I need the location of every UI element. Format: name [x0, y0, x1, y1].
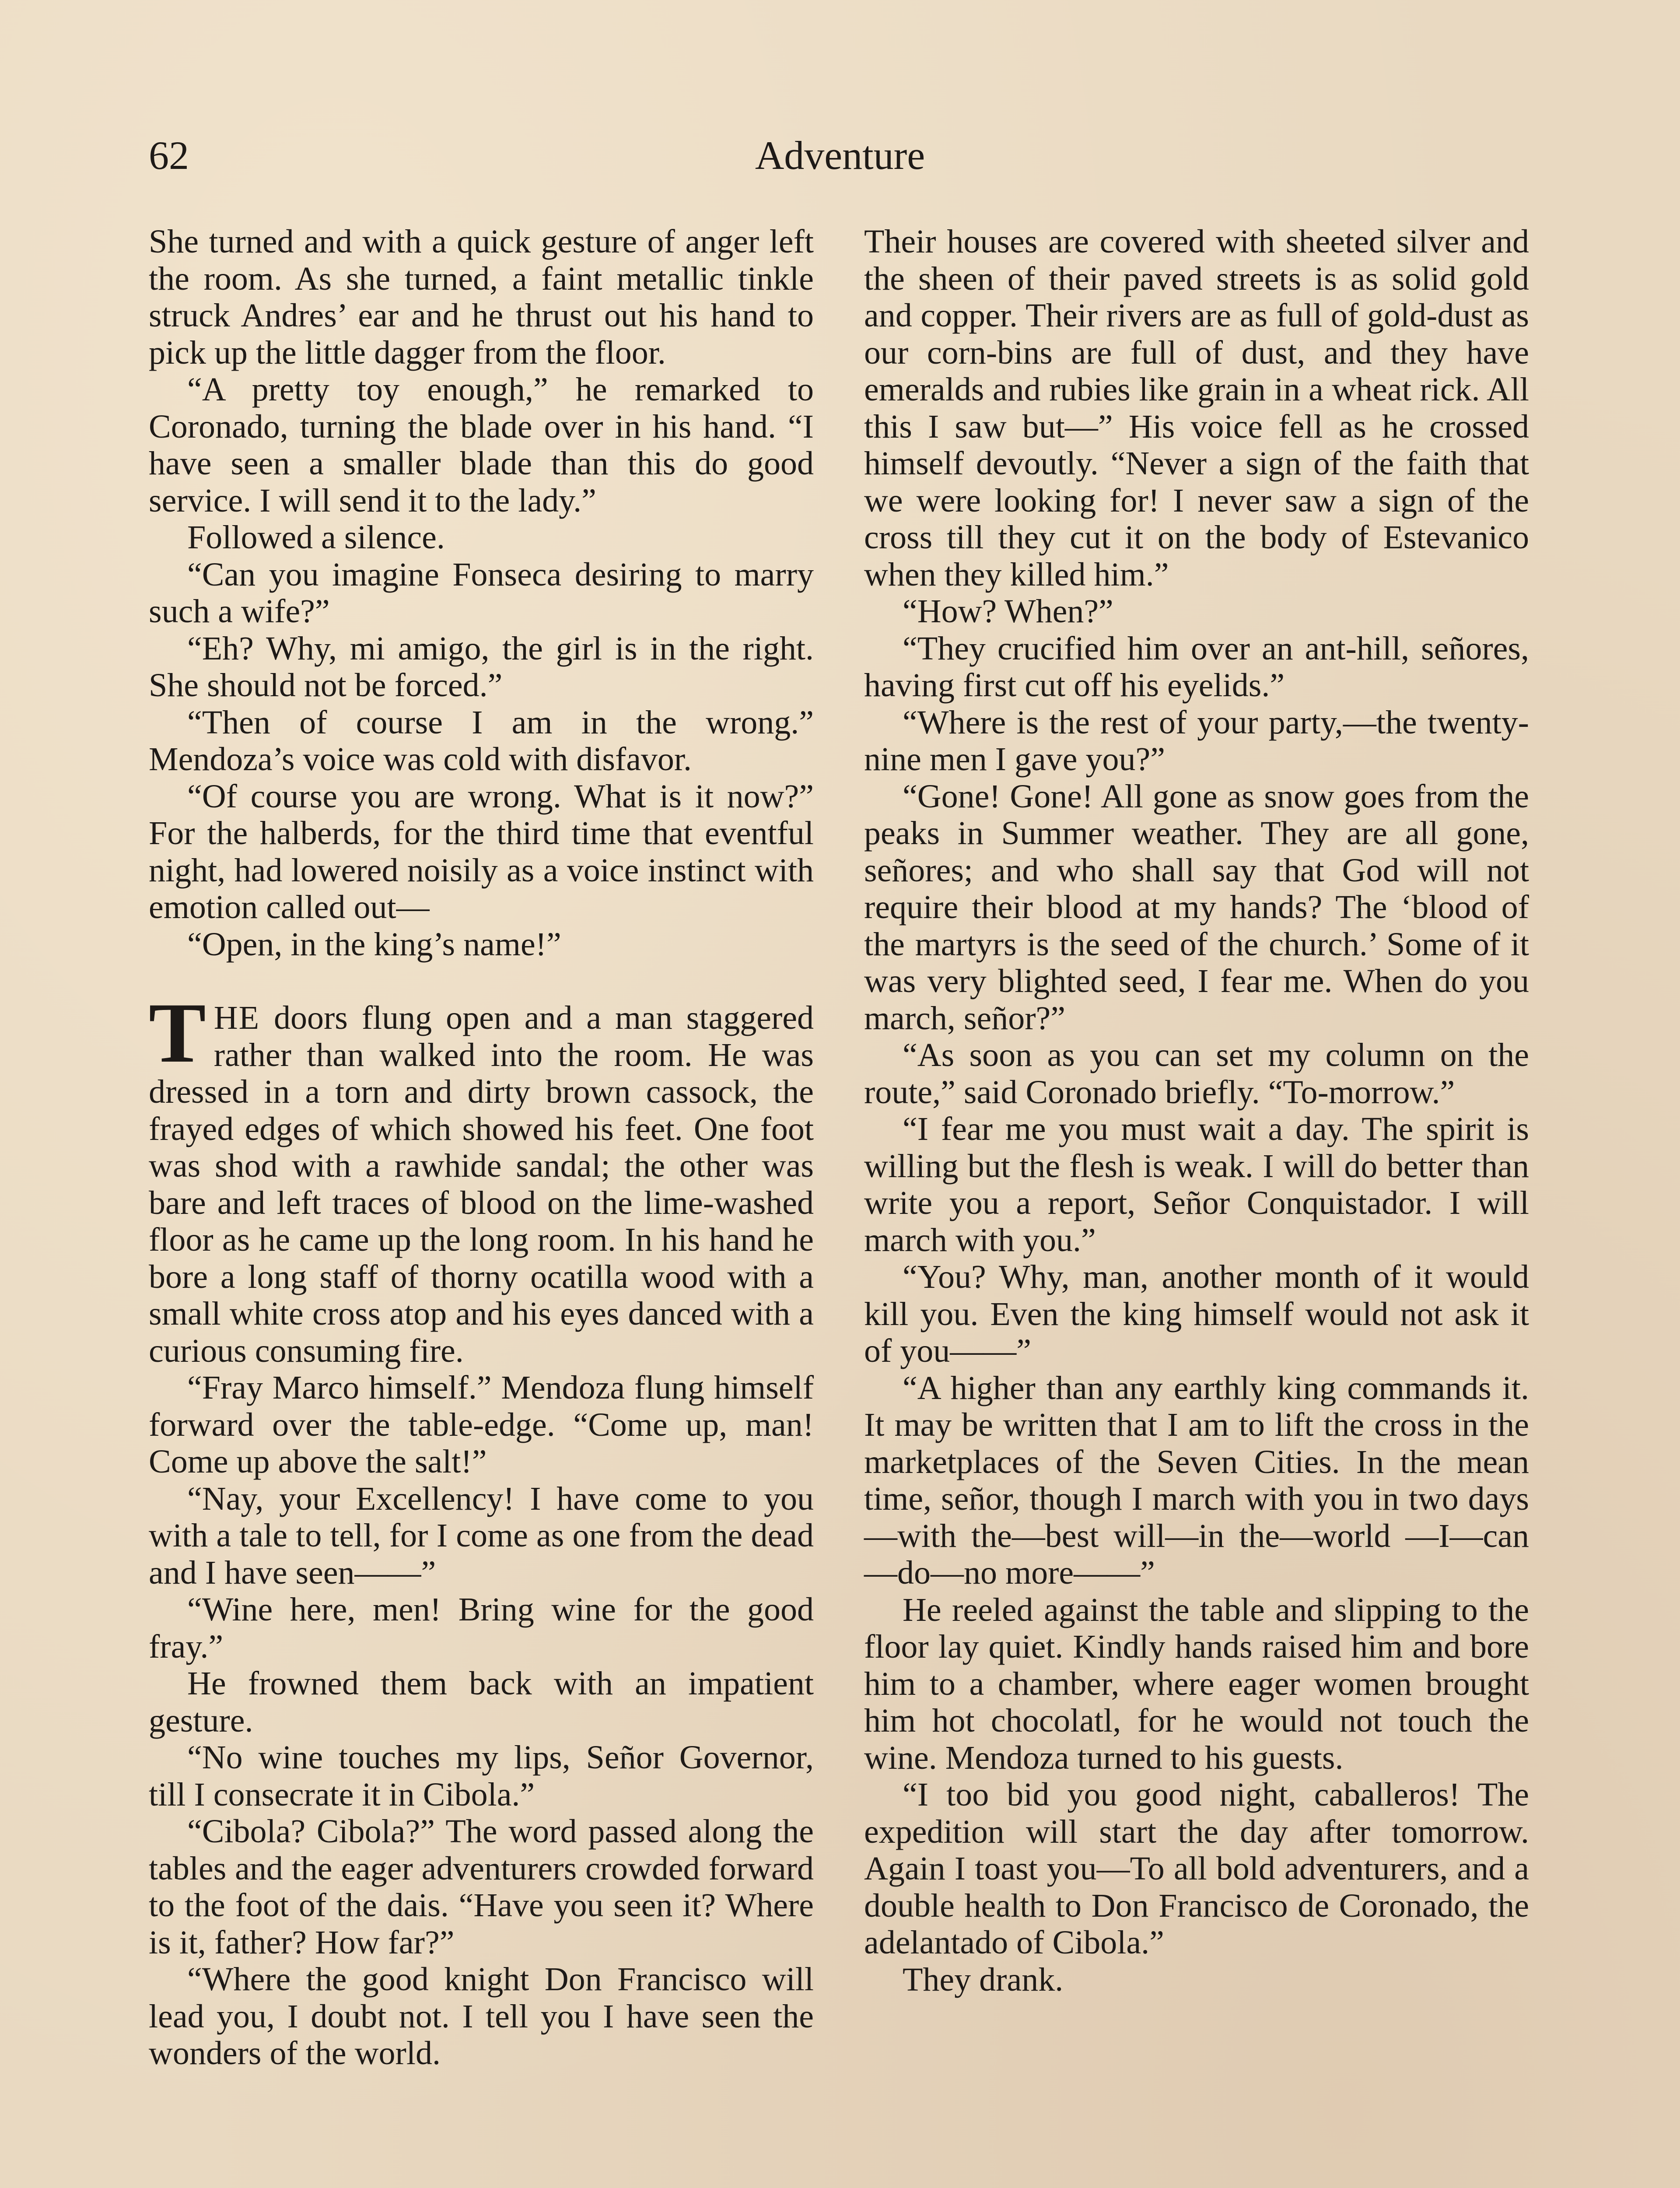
paragraph: “I too bid you good night, caballeros! The expedition will start the day after tomorrow. Again I toast you—To all bold adventurers, and a double health to Don Francisco de Coronado, the adelantado of Cibola.”	[864, 1776, 1529, 1961]
paragraph: “Where is the rest of your party,—the twenty-nine men I gave you?”	[864, 704, 1529, 778]
left-column	[149, 223, 814, 2072]
drop-cap: T	[149, 985, 206, 1080]
paragraph: “Can you imagine Fonseca desiring to marry such a wife?”	[149, 556, 814, 630]
paragraph: “A higher than any earthly king commands it. It may be written that I am to lift the cross in the marketplaces of the Seven Cities. In the mean time, señor, though I march with you in two days—with the—best will—in the—world —I—can—do—no more——”	[864, 1369, 1529, 1591]
paragraph: “Where the good knight Don Francisco will lead you, I doubt not. I tell you I have seen the wonders of the world.	[149, 1961, 814, 2072]
section-opening-paragraph	[149, 985, 814, 1369]
small-caps-lead: HE	[214, 999, 260, 1036]
page-header	[149, 127, 1531, 184]
paragraph: “Nay, your Excellency! I have come to you with a tale to tell, for I come as one from the dead and I have seen——”	[149, 1480, 814, 1591]
paragraph: “Cibola? Cibola?” The word passed along the tables and the eager adventurers crowded forward to the foot of the dais. “Have you seen it? Where is it, father? How far?”	[149, 1813, 814, 1961]
paragraph: “Fray Marco himself.” Mendoza flung himself forward over the table-edge. “Come up, man! Come up above the salt!”	[149, 1369, 814, 1480]
paragraph: “How? When?”	[903, 593, 1113, 630]
paragraph: Their houses are covered with sheeted silver and the sheen of their paved streets is as solid gold and copper. Their rivers are as full of gold-dust as our corn-bins are full of dust, and they have emeralds and rubies like grain in a wheat rick. All this I saw but—” His voice fell as he crossed himself devoutly. “Never a sign of the faith that we were looking for! I never saw a sign of the cross till they cut it on the body of Estevanico when they killed him.”	[864, 223, 1529, 593]
paragraph: She turned and with a quick gesture of anger left the room. As she turned, a faint metallic tinkle struck Andres’ ear and he thrust out his hand to pick up the little dagger from the floor.	[149, 223, 814, 371]
right-column	[864, 223, 1529, 1998]
paragraph: “They crucified him over an ant-hill, señores, having first cut off his eyelids.”	[864, 630, 1529, 704]
paragraph: “Open, in the king’s name!”	[187, 926, 561, 963]
paragraph: “I fear me you must wait a day. The spirit is willing but the flesh is weak. I will do better than write you a report, Señor Conquistador. I will march with you.”	[864, 1111, 1529, 1259]
paragraph: “A pretty toy enough,” he remarked to Coronado, turning the blade over in his hand. “I have seen a smaller blade than this do good service. I will send it to the lady.”	[149, 371, 814, 519]
paragraph-text: doors flung open and a man staggered rather than walked into the room. He was dressed in a torn and dirty brown cassock, the frayed edges of which showed his feet. One foot was shod with a rawhide sandal; the other was bare and left traces of blood on the lime-washed floor as he came up the long room. In his hand he bore a long staff of thorny ocatilla wood with a small white cross atop and his eyes danced with a curious consuming fire.	[149, 999, 814, 1369]
paragraph: “As soon as you can set my column on the route,” said Coronado briefly. “To-morrow.”	[864, 1037, 1529, 1111]
page-number: 62	[149, 133, 189, 178]
paragraph: “Wine here, men! Bring wine for the good fray.”	[149, 1591, 814, 1665]
paragraph: “Of course you are wrong. What is it now?” For the halberds, for the third time that eventful night, had lowered noisily as a voice instinct with emotion called out—	[149, 778, 814, 926]
paragraph: He frowned them back with an impatient gesture.	[149, 1665, 814, 1739]
paragraph: “Gone! Gone! All gone as snow goes from the peaks in Summer weather. They are all gone, señores; and who shall say that God will not require their blood at my hands? The ‘blood of the martyrs is the seed of the church.’ Some of it was very blighted seed, I fear me. When do you march, señor?”	[864, 778, 1529, 1037]
paragraph: He reeled against the table and slipping to the floor lay quiet. Kindly hands raised him and bore him to a chamber, where eager women brought him hot chocolatl, for he would not touch the wine. Mendoza turned to his guests.	[864, 1591, 1529, 1776]
paragraph: Followed a silence.	[187, 519, 445, 556]
paragraph: “No wine touches my lips, Señor Governor, till I consecrate it in Cibola.”	[149, 1739, 814, 1813]
paragraph: They drank.	[903, 1961, 1064, 1998]
paragraph: “Then of course I am in the wrong.” Mendoza’s voice was cold with disfavor.	[149, 704, 814, 778]
paragraph: “Eh? Why, mi amigo, the girl is in the right. She should not be forced.”	[149, 630, 814, 704]
running-title: Adventure	[755, 133, 925, 178]
paragraph: “You? Why, man, another month of it would kill you. Even the king himself would not ask it of you——”	[864, 1259, 1529, 1369]
